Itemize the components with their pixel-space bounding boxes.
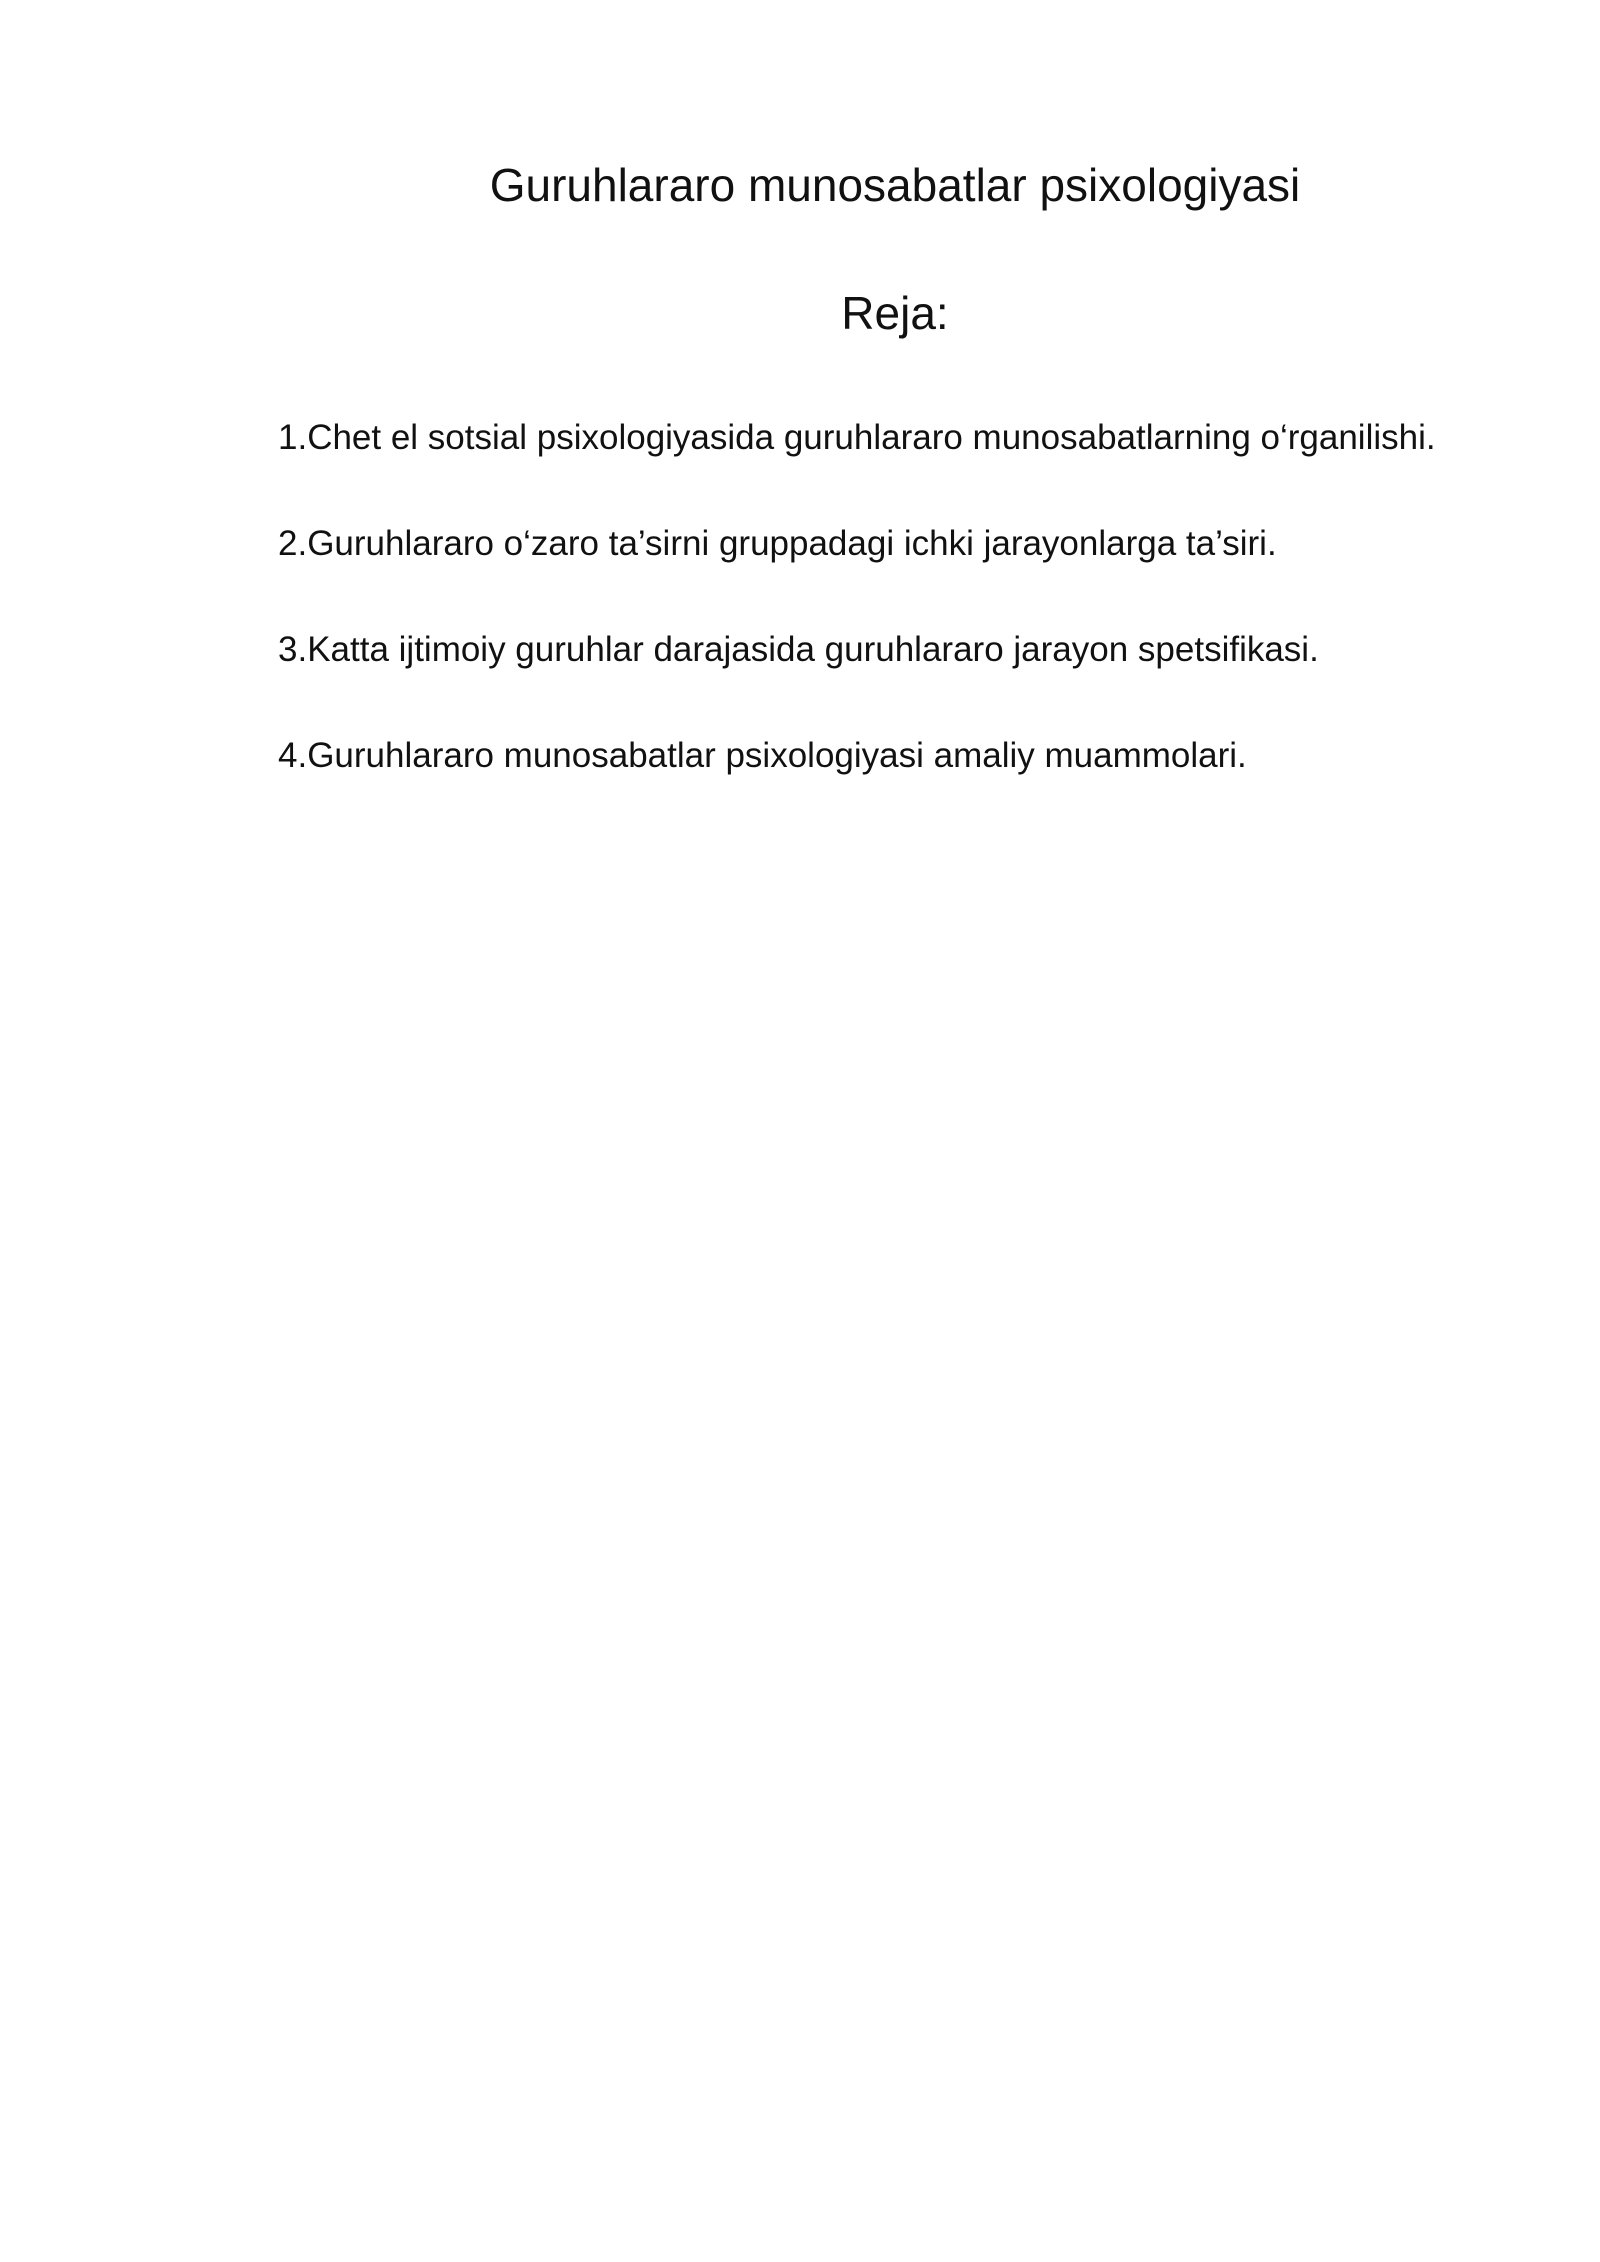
plan-item-2: 2.Guruhlararo o‘zaro ta’sirni gruppadagi ichki jarayonlarga ta’siri. — [278, 524, 1277, 563]
plan-item-1: 1.Chet el sotsial psixologiyasida guruhlararo munosabatlarning o‘rganilishi. — [278, 418, 1436, 457]
plan-item-3: 3.Katta ijtimoiy guruhlar darajasida guruhlararo jarayon spetsifikasi. — [278, 630, 1319, 669]
plan-heading: Reja: — [841, 287, 949, 339]
plan-list — [230, 398, 1490, 796]
document-title: Guruhlararo munosabatlar psixologiyasi — [489, 159, 1301, 211]
plan-item-4: 4.Guruhlararo munosabatlar psixologiyasi amaliy muammolari. — [278, 736, 1247, 775]
